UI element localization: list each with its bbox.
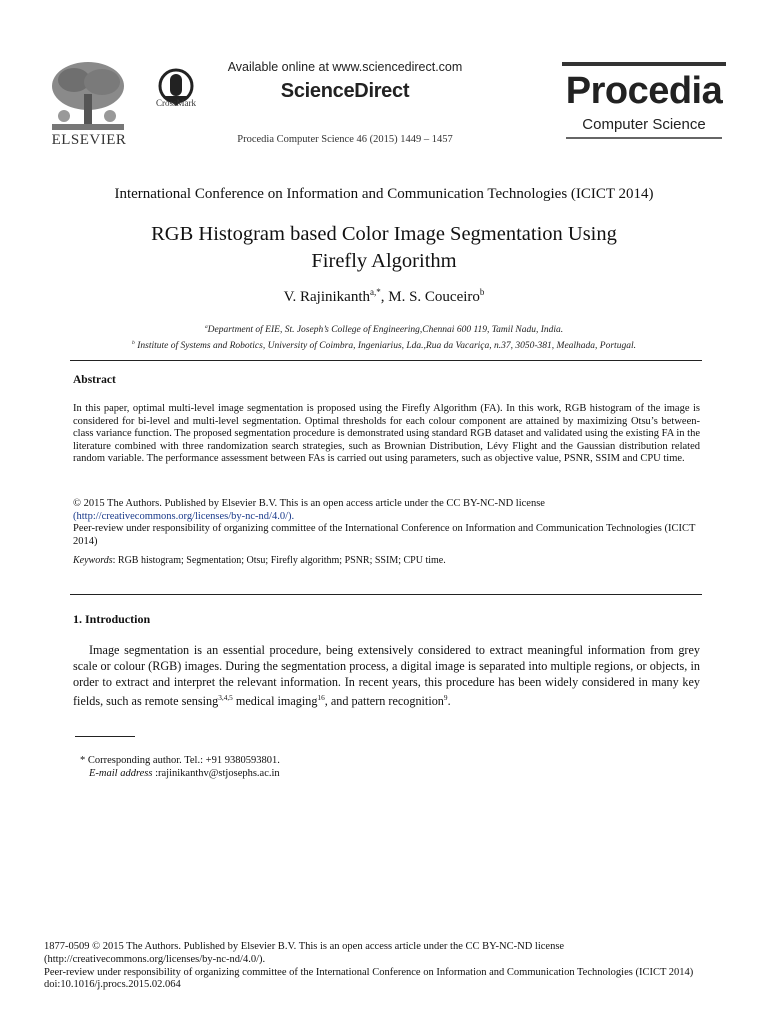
- introduction-text: [73, 642, 700, 709]
- top-divider: [70, 360, 702, 361]
- author-1: V. Rajinikanth: [283, 289, 370, 305]
- abstract-divider: [70, 594, 702, 595]
- author-1-sup: a,*: [369, 287, 381, 297]
- author-2-sup: b: [479, 287, 485, 297]
- peer-review: Peer-review under responsibility of organizing committee of the International Conference on Information and Communication Technologies (ICICT 2014): [73, 523, 696, 547]
- keywords-list: : RGB histogram; Segmentation; Otsu; Firefly algorithm; PSNR; SSIM; CPU time.: [112, 555, 446, 566]
- intro-part-1: Image segmentation is an essential procedure, being extensively considered to extract meaningful information from grey scale or colour (RGB) images. During the segmentation process, a digital image is separated into multiple regions, or objects, in order to extract and interpret the relevant information. In recent years, this procedure has been widely considered in many key fields, such as remote sensing: [73, 643, 700, 709]
- affiliation-a: Department of EIE, St. Joseph’s College of Engineering,Chennai 600 119, Tamil Nadu, India.: [207, 325, 564, 336]
- author-2: , M. S. Couceiro: [380, 289, 480, 305]
- affil-b-mark: b: [132, 340, 135, 347]
- license-line: © 2015 The Authors. Published by Elsevier B.V. This is an open access article under the CC BY-NC-ND license: [73, 498, 545, 509]
- abstract-heading: Abstract: [73, 374, 116, 386]
- affil-a-mark: a: [204, 324, 208, 330]
- footer-doi[interactable]: doi:10.1016/j.procs.2015.02.064: [44, 979, 181, 991]
- authors: [140, 287, 628, 306]
- procedia-divider: [566, 137, 722, 139]
- conference-name: International Conference on Information and Communication Technologies (ICICT 2014): [114, 186, 654, 202]
- footnote-divider: [75, 736, 135, 737]
- intro-ref-3[interactable]: 9: [443, 693, 448, 702]
- corresponding-author: * Corresponding author. Tel.: +91 9380593801.: [80, 755, 280, 766]
- available-online[interactable]: Available online at www.sciencedirect.com: [227, 60, 463, 74]
- intro-part-2: medical imaging: [232, 694, 318, 709]
- footnote: [80, 754, 580, 780]
- email-label: E-mail address: [89, 768, 153, 779]
- license-block: [73, 498, 700, 548]
- affiliation-b: Institute of Systems and Robotics, University of Coimbra, Ingeniarius, Lda.,Rua da Vacariça, n.37, 3050-381, Mealhada, Portugal.: [134, 341, 636, 352]
- procedia-logo: Procedia: [565, 70, 723, 112]
- keywords: [73, 555, 700, 566]
- intro-ref-2[interactable]: 16: [317, 693, 325, 702]
- title-line-1: RGB Histogram based Color Image Segmentation Using: [151, 223, 617, 245]
- journal-reference: Procedia Computer Science 46 (2015) 1449 – 1457: [237, 134, 453, 145]
- introduction-heading: 1. Introduction: [73, 612, 151, 626]
- paper-title: [80, 221, 688, 275]
- abstract-text: In this paper, optimal multi-level image segmentation is proposed using the Firefly Algorithm (FA). In this work, RGB histogram of the image is considered for bi-level and multi-level segmentation. Optimal thresholds for each colour component are attained by maximizing Otsu’s between-class variance function. The proposed segmentation procedure is demonstrated using standard RGB dataset and validated using the existing FA in the literature combined with three randomization search strategies, such as Brownian Distribution, Lévy Flight and the Gaussian distribution related random variable. The performance assessment between FAs is carried out using parameters, such as objective value, PSNR, SSIM and CPU time.: [73, 403, 700, 465]
- footer-issn: 1877-0509 © 2015 The Authors. Published by Elsevier B.V. This is an open access article under the CC BY-NC-ND license: [44, 941, 565, 952]
- footer-peer-review: Peer-review under responsibility of organizing committee of the International Conference on Information and Communication Technologies (ICICT 2014): [44, 966, 694, 978]
- email-address[interactable]: :rajinikanthv@stjosephs.ac.in: [152, 768, 280, 779]
- crossmark-label: CrossMark: [156, 98, 196, 108]
- intro-ref-1[interactable]: 3,4,5: [218, 693, 233, 702]
- footer-license-link[interactable]: (http://creativecommons.org/licenses/by-nc-nd/4.0/).: [44, 953, 266, 965]
- affiliations: [60, 321, 708, 353]
- keywords-label: Keywords: [73, 555, 113, 566]
- procedia-subtitle: Computer Science: [582, 116, 706, 133]
- license-link[interactable]: (http://creativecommons.org/licenses/by-nc-nd/4.0/).: [73, 510, 295, 522]
- sciencedirect-logo: ScienceDirect: [280, 80, 410, 102]
- publisher-name: ELSEVIER: [51, 132, 127, 148]
- intro-part-3: , and pattern recognition: [324, 694, 444, 709]
- email-line: [80, 767, 580, 780]
- title-line-2: Firefly Algorithm: [311, 250, 457, 272]
- footer: [44, 941, 744, 992]
- intro-part-4: .: [447, 694, 451, 709]
